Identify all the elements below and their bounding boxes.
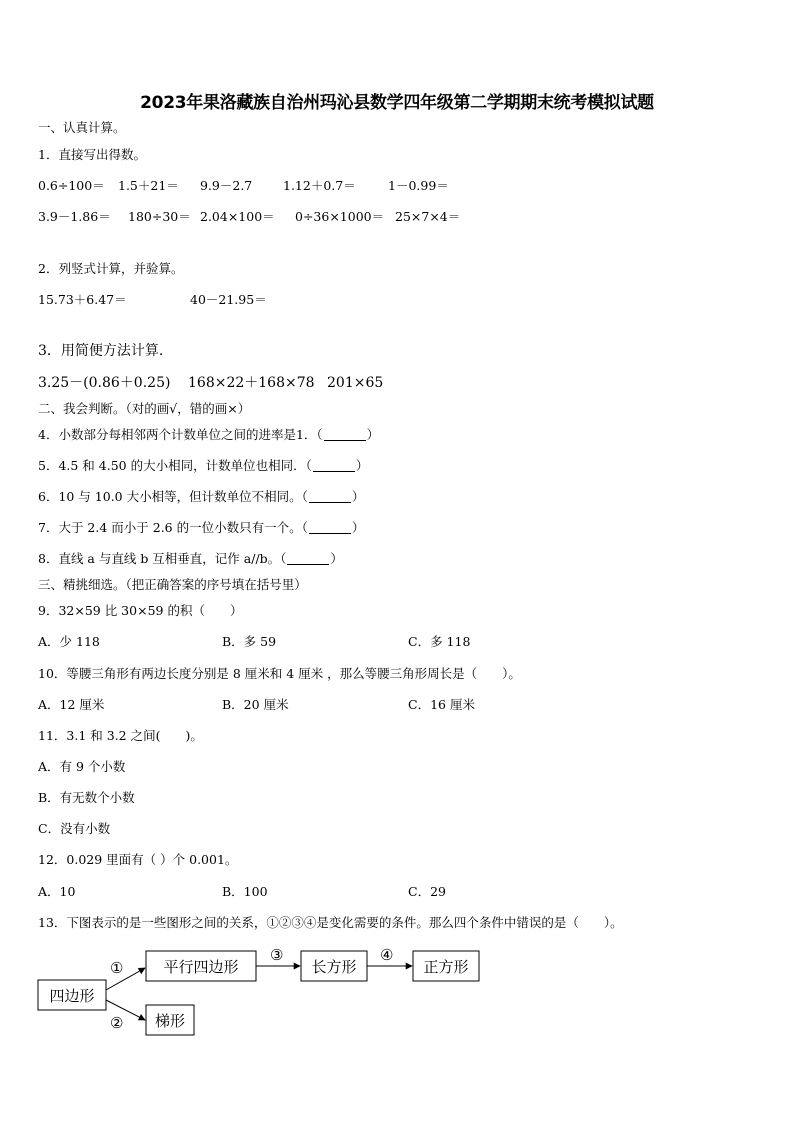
- q9-option-b: B．多 59: [222, 634, 277, 649]
- q13-stem: 13．下图表示的是一些图形之间的关系，①②③④是变化需要的条件。那么四个条件中错误的是（ ）。: [38, 915, 623, 930]
- judge-question-5: 5．4.5 和 4.50 的大小相同，计数单位也相同．（ ）: [38, 458, 369, 473]
- box-rectangle-label: 长方形: [311, 958, 357, 976]
- q12-stem: 12．0.029 里面有（ ）个 0.001。: [38, 852, 238, 867]
- q3-item: 3.25－(0.86＋0.25): [38, 375, 171, 391]
- q12-option-b: B．100: [222, 884, 268, 899]
- q1-row1-item: 1.12＋0.7＝: [283, 178, 356, 193]
- answer-blank[interactable]: [313, 459, 355, 472]
- q10-option-a: A．12 厘米: [38, 697, 105, 712]
- box-rectangle: [301, 951, 367, 981]
- q3-item: 168×22＋168×78: [188, 375, 315, 391]
- q1-row2-item: 3.9－1.86＝: [38, 209, 111, 224]
- section-2-heading: 二、我会判断。（对的画√，错的画×）: [38, 401, 251, 416]
- box-quadrilateral: [38, 980, 106, 1010]
- box-parallelogram-label: 平行四边形: [163, 958, 239, 976]
- q1-row2-item: 180÷30＝: [128, 209, 191, 224]
- box-trapezoid-label: 梯形: [154, 1012, 186, 1030]
- q2-label: 2．列竖式计算，并验算。: [38, 261, 184, 276]
- box-trapezoid: [146, 1005, 194, 1035]
- q12-option-a: A．10: [38, 884, 76, 899]
- q11-stem: 11．3.1 和 3.2 之间( )。: [38, 728, 203, 743]
- q9-option-c: C．多 118: [408, 634, 471, 649]
- box-square-label: 正方形: [423, 958, 469, 976]
- answer-blank[interactable]: [287, 552, 329, 565]
- q1-row2-item: 2.04×100＝: [200, 209, 275, 224]
- q2-item: 15.73＋6.47＝: [38, 292, 127, 307]
- condition-3-label: ③: [270, 946, 284, 964]
- judge-question-7: 7．大于 2.4 而小于 2.6 的一位小数只有一个。（ ）: [38, 520, 365, 535]
- box-parallelogram: [146, 951, 256, 981]
- q1-row2-item: 25×7×4＝: [395, 209, 461, 224]
- box-quadrilateral-label: 四边形: [49, 987, 95, 1005]
- answer-blank[interactable]: [309, 490, 351, 503]
- answer-blank[interactable]: [324, 428, 366, 441]
- condition-4-label: ④: [380, 946, 394, 964]
- q1-row1-item: 0.6÷100＝: [38, 178, 105, 193]
- page-title: 2023年果洛藏族自治州玛沁县数学四年级第二学期期末统考模拟试题: [140, 93, 654, 113]
- q10-stem: 10．等腰三角形有两边长度分别是 8 厘米和 4 厘米 ，那么等腰三角形周长是（ ）。: [38, 666, 521, 681]
- q3-label: 3．用简便方法计算.: [38, 343, 164, 359]
- q2-item: 40－21.95＝: [190, 292, 267, 307]
- q11-option-a: A．有 9 个小数: [38, 759, 126, 774]
- section-1-heading: 一、认真计算。: [38, 120, 126, 135]
- quadrilateral-relation-diagram: [0, 935, 560, 1045]
- q1-row2-item: 0÷36×1000＝: [295, 209, 385, 224]
- q1-row1-item: 9.9－2.7: [200, 178, 253, 193]
- answer-blank[interactable]: [309, 521, 351, 534]
- q11-option-b: B．有无数个小数: [38, 790, 135, 805]
- condition-1-label: ①: [110, 959, 124, 977]
- q9-stem: 9．32×59 比 30×59 的积（ ）: [38, 603, 243, 618]
- q12-option-c: C．29: [408, 884, 446, 899]
- q1-label: 1．直接写出得数。: [38, 147, 146, 162]
- section-3-heading: 三、精挑细选。（把正确答案的序号填在括号里）: [38, 577, 307, 592]
- box-square: [413, 951, 479, 981]
- condition-2-label: ②: [110, 1014, 124, 1032]
- q1-row1-item: 1－0.99＝: [388, 178, 449, 193]
- q10-option-c: C．16 厘米: [408, 697, 475, 712]
- q9-option-a: A．少 118: [38, 634, 100, 649]
- q3-item: 201×65: [327, 375, 384, 391]
- q10-option-b: B．20 厘米: [222, 697, 289, 712]
- judge-question-6: 6．10 与 10.0 大小相等，但计数单位不相同。（ ）: [38, 489, 365, 504]
- q1-row1-item: 1.5＋21＝: [118, 178, 179, 193]
- q11-option-c: C．没有小数: [38, 821, 111, 836]
- judge-question-8: 8．直线 a 与直线 b 互相垂直，记作 a//b。（ ）: [38, 551, 343, 566]
- judge-question-4: 4．小数部分每相邻两个计数单位之间的进率是1．（ ）: [38, 427, 380, 442]
